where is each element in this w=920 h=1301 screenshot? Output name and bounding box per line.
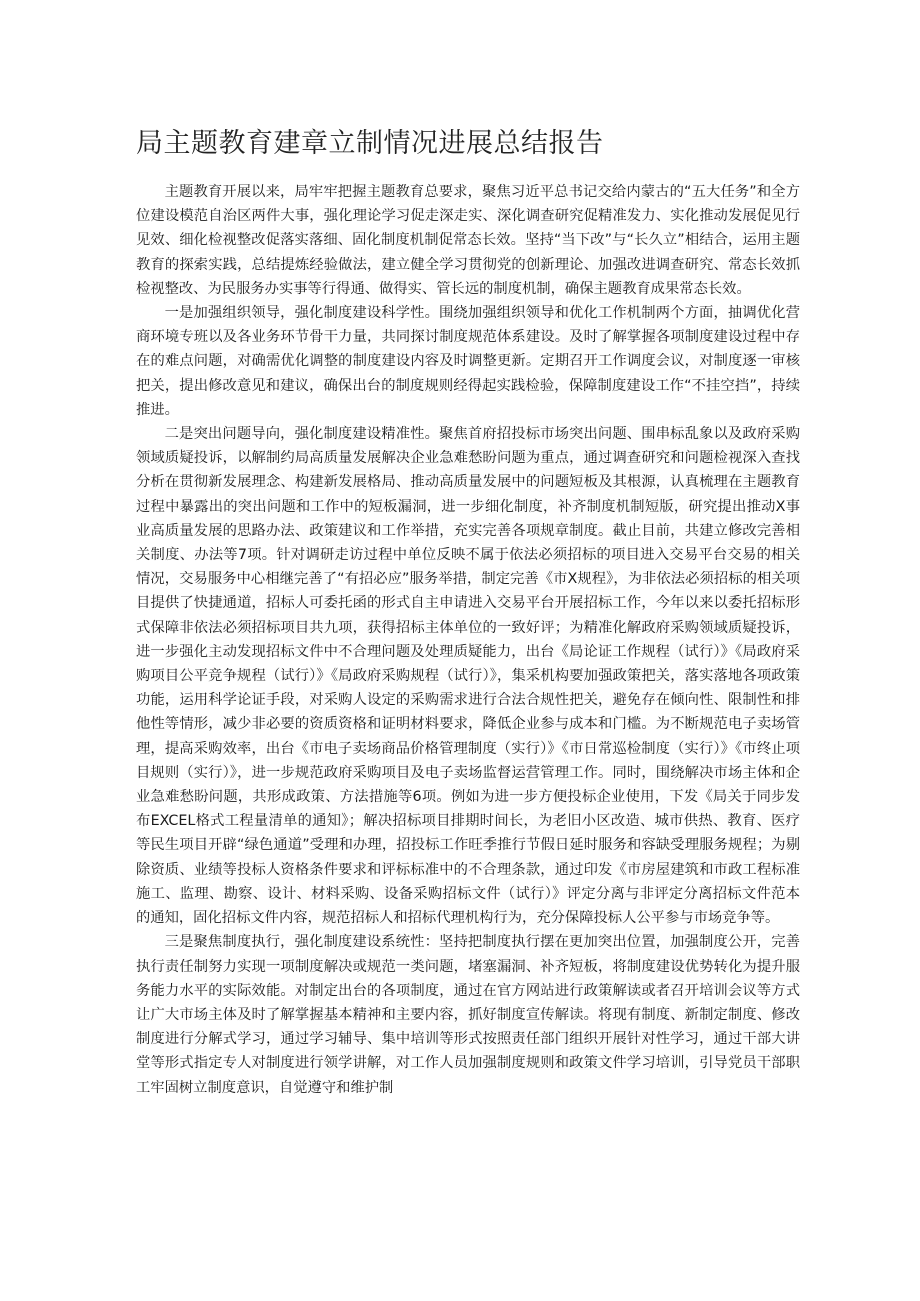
document-title: 局主题教育建章立制情况进展总结报告 — [136, 128, 604, 159]
document-body — [136, 180, 800, 1100]
paragraph-intro: 主题教育开展以来，局牢牢把握主题教育总要求，聚焦习近平总书记交给内蒙古的“五大任务”和全方位建设模范自治区两件大事，强化理论学习促走深走实、深化调查研究促精准发力、实化推动发展促见行见效、细化检视整改促落实落细、固化制度机制促常态长效。坚持“当下改”与“长久立”相结合，运用主题教育的探索实践，总结提炼经验做法，建立健全学习贯彻党的创新理论、加强改进调查研究、常态长效抓检视整改、为民服务办实事等行得通、做得实、管长远的制度机制，确保主题教育成果常态长效。 — [136, 184, 800, 297]
paragraph-problem-orientation: 二是突出问题导向，强化制度建设精准性。聚焦首府招投标市场突出问题、围串标乱象以及政府采购领域质疑投诉，以解制约局高质量发展解决企业急难愁盼问题为重点，通过调查研究和问题检视深入查找分析在贯彻新发展理念、构建新发展格局、推动高质量发展中的问题短板及其根源，认真梳理在主题教育过程中暴露出的突出问题和工作中的短板漏洞，进一步细化制度，补齐制度机制短版，研究提出推动X事业高质量发展的思路办法、政策建议和工作举措，充实完善各项规章制度。截止目前，共建立修改完善相关制度、办法等7项。针对调研走访过程中单位反映不属于依法必须招标的项目进入交易平台交易的相关情况，交易服务中心相继完善了“有招必应”服务举措，制定完善《市X规程》，为非依法必须招标的相关项目提供了快捷通道，招标人可委托函的形式自主申请进入交易平台开展招标工作，今年以来以委托招标形式保障非依法必须招标项目共九项，获得招标主体单位的一致好评；为精准化解政府采购领域质疑投诉，进一步强化主动发现招标文件中不合理问题及处理质疑能力，出台《局论证工作规程（试行）》《局政府采购项目公平竞争规程（试行）》《局政府采购规程（试行）》，集采机构要加强政策把关，落实落地各项政策功能，运用科学论证手段，对采购人设定的采购需求进行合法合规性把关，避免存在倾向性、限制性和排他性等情形，减少非必要的资质资格和证明材料要求，降低企业参与成本和门槛。为不断规范电子卖场管理，提高采购效率，出台《市电子卖场商品价格管理制度（实行）》《市日常巡检制度（实行）》《市终止项目规则（实行）》，进一步规范政府采购项目及电子卖场监督运营管理工作。同时，围绕解决市场主体和企业急难愁盼问题，共形成政策、方法措施等6项。例如为进一步方便投标企业使用，下发《局关于同步发布EXCEL格式工程量清单的通知》；解决招标项目排期时间长，为老旧小区改造、城市供热、教育、医疗等民生项目开辟“绿色通道”受理和办理，招投标工作旺季推行节假日延时服务和容缺受理服务规程；为剔除资质、业绩等投标人资格条件要求和评标标准中的不合理条款，通过印发《市房屋建筑和市政工程标准施工、监理、勘察、设计、材料采购、设备采购招标文件（试行）》评定分离与非评定分离招标文件范本的通知，固化招标文件内容，规范招标人和招标代理机构行为，充分保障投标人公平参与市场竞争等。 — [136, 426, 800, 927]
paragraph-organization-leadership: 一是加强组织领导，强化制度建设科学性。围绕加强组织领导和优化工作机制两个方面，抽调优化营商环境专班以及各业务环节骨干力量，共同探讨制度规范体系建设。及时了解掌握各项制度建设过程中存在的难点问题，对确需优化调整的制度建设内容及时调整更新。定期召开工作调度会议，对制度逐一审核把关，提出修改意见和建议，确保出台的制度规则经得起实践检验，保障制度建设工作“不挂空挡”，持续推进。 — [136, 305, 800, 418]
paragraph-system-execution: 三是聚焦制度执行，强化制度建设系统性：坚持把制度执行摆在更加突出位置，加强制度公开，完善执行责任制努力实现一项制度解决或规范一类问题，堵塞漏洞、补齐短板，将制度建设优势转化为提升服务能力水平的实际效能。对制定出台的各项制度，通过在官方网站进行政策解读或者召开培训会议等方式让广大市场主体及时了解掌握基本精神和主要内容，抓好制度宣传解读。将现有制度、新制定制度、修改制度进行分解式学习，通过学习辅导、集中培训等形式按照责任部门组织开展针对性学习，通过干部大讲堂等形式指定专人对制度进行领学讲解，对工作人员加强制度规则和政策文件学习培训，引导党员干部职工牢固树立制度意识，自觉遵守和维护制 — [136, 934, 800, 1096]
